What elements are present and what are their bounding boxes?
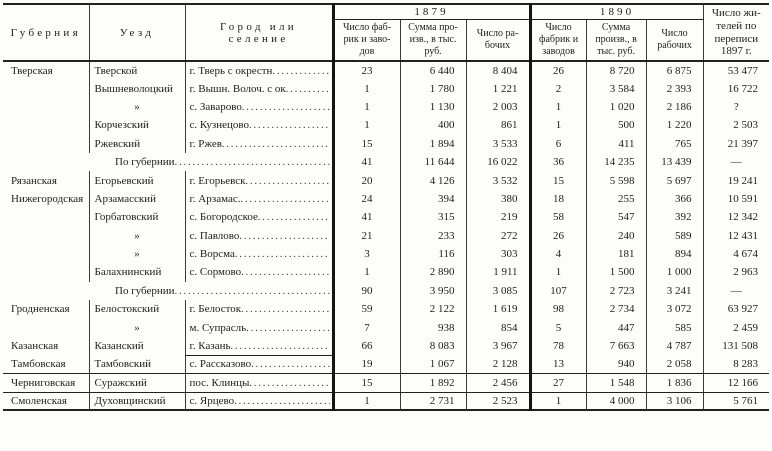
place-name: с. Заварово (189, 100, 242, 113)
table-row (3, 171, 769, 189)
cell-1879-output: 2 890 (400, 263, 466, 281)
cell-guberniya (3, 263, 89, 281)
dot-leader (175, 286, 332, 297)
cell-place (185, 208, 333, 226)
cell-uezd: Балахнинский (89, 263, 185, 281)
cell-1890-workers: 765 (646, 135, 703, 153)
cell-population-1897: — (703, 282, 769, 300)
cell-place (185, 61, 333, 79)
cell-1879-output: 400 (400, 116, 466, 134)
cell-1890-factories: 1 (530, 98, 586, 116)
cell-1890-factories: 26 (530, 61, 586, 79)
cell-1890-workers: 2 058 (646, 355, 703, 373)
cell-1890-output: 940 (586, 355, 646, 373)
cell-1890-factories: 2 (530, 79, 586, 97)
cell-uezd: Казанский (89, 337, 185, 355)
cell-1879-workers: 8 404 (466, 61, 530, 79)
cell-population-1897: 12 431 (703, 227, 769, 245)
cell-1879-workers: 2 128 (466, 355, 530, 373)
cell-1890-workers: 2 186 (646, 98, 703, 116)
table-row (3, 116, 769, 134)
dot-leader (175, 157, 332, 168)
cell-uezd: Тверской (89, 61, 185, 79)
cell-1879-factories: 1 (333, 116, 400, 134)
place-name: с. Сормово (189, 266, 242, 279)
cell-1879-workers: 272 (466, 227, 530, 245)
cell-1890-factories: 107 (530, 282, 586, 300)
cell-1890-workers: 392 (646, 208, 703, 226)
dot-leader (222, 139, 330, 150)
place-name: с. Рассказово (189, 358, 252, 371)
cell-1890-factories: 26 (530, 227, 586, 245)
cell-1890-factories: 98 (530, 300, 586, 318)
table-row (3, 355, 769, 373)
cell-1879-workers: 1 911 (466, 263, 530, 281)
cell-1879-workers: 2 456 (466, 374, 530, 392)
cell-population-1897: — (703, 153, 769, 171)
cell-1890-workers: 1 836 (646, 374, 703, 392)
cell-place (185, 98, 333, 116)
cell-1890-factories: 1 (530, 263, 586, 281)
cell-1879-output: 1 067 (400, 355, 466, 373)
dot-leader (249, 378, 329, 389)
cell-1879-output: 2 731 (400, 392, 466, 410)
table-row (3, 263, 769, 281)
cell-1890-factories: 58 (530, 208, 586, 226)
cell-population-1897: 2 459 (703, 318, 769, 336)
cell-uezd: Белостокский (89, 300, 185, 318)
cell-place (185, 245, 333, 263)
cell-1879-output: 3 950 (400, 282, 466, 300)
cell-uezd: Горбатовский (89, 208, 185, 226)
cell-1879-output: 1 892 (400, 374, 466, 392)
ditto-mark: » (89, 98, 185, 116)
cell-1879-output: 1 894 (400, 135, 466, 153)
summary-label-cell (3, 153, 333, 171)
cell-1890-factories: 15 (530, 171, 586, 189)
cell-place (185, 300, 333, 318)
cell-guberniya: Тамбовская (3, 355, 89, 373)
cell-1890-workers: 3 106 (646, 392, 703, 410)
cell-guberniya: Гродненская (11, 303, 70, 316)
cell-guberniya (3, 245, 89, 263)
cell-population-1897: 10 591 (703, 190, 769, 208)
cell-population-1897: 16 722 (703, 79, 769, 97)
cell-1890-factories: 36 (530, 153, 586, 171)
cell-uezd: Корчезский (89, 116, 185, 134)
cell-population-1897: 2 503 (703, 116, 769, 134)
cell-1879-factories: 1 (333, 392, 400, 410)
header-1879-factories: Число фаб-рик и заво-дов (333, 20, 400, 62)
cell-place (185, 135, 333, 153)
cell-1890-workers: 6 875 (646, 61, 703, 79)
cell-1879-output: 4 126 (400, 171, 466, 189)
cell-place (185, 227, 333, 245)
cell-1890-factories: 5 (530, 318, 586, 336)
factory-statistics-table (3, 3, 769, 411)
dot-leader (234, 396, 329, 407)
cell-population-1897: 12 342 (703, 208, 769, 226)
cell-1879-workers: 1 221 (466, 79, 530, 97)
cell-1890-workers: 894 (646, 245, 703, 263)
dot-leader (272, 66, 329, 77)
dot-leader (235, 249, 330, 260)
ditto-mark: » (89, 318, 185, 336)
place-name: г. Егорьевск (189, 174, 246, 187)
cell-1890-output: 8 720 (586, 61, 646, 79)
place-name: г. Белосток (189, 303, 242, 316)
cell-place (185, 392, 333, 410)
cell-1879-factories: 15 (333, 135, 400, 153)
cell-guberniya (3, 227, 89, 245)
table-row (3, 135, 769, 153)
header-1890-workers: Число рабочих (646, 20, 703, 62)
place-name: г. Тверь с окрестн (189, 64, 273, 77)
cell-population-1897: 5 761 (703, 392, 769, 410)
header-1879-output: Сумма про-изв., в тыс. руб. (400, 20, 466, 62)
cell-1890-workers: 3 072 (646, 300, 703, 318)
cell-1890-output: 1 548 (586, 374, 646, 392)
cell-1879-output: 1 130 (400, 98, 466, 116)
cell-1879-factories: 41 (333, 208, 400, 226)
province-total-row (3, 282, 769, 300)
cell-guberniya (3, 79, 89, 97)
cell-1890-factories: 27 (530, 374, 586, 392)
cell-1879-workers: 854 (466, 318, 530, 336)
place-name: г. Казань (189, 339, 231, 352)
dot-leader (241, 304, 329, 315)
cell-population-1897: ? (703, 98, 769, 116)
cell-1890-factories: 13 (530, 355, 586, 373)
table-row (3, 392, 769, 410)
place-name: г. Вышн. Волоч. с ок (189, 82, 286, 95)
cell-1879-factories: 90 (333, 282, 400, 300)
cell-1879-workers: 1 619 (466, 300, 530, 318)
cell-1879-factories: 41 (333, 153, 400, 171)
cell-1879-output: 8 083 (400, 337, 466, 355)
cell-1890-factories: 1 (530, 392, 586, 410)
cell-1879-factories: 24 (333, 190, 400, 208)
cell-1879-workers: 16 022 (466, 153, 530, 171)
cell-uezd: Арзамасский (89, 190, 185, 208)
cell-1879-workers: 2 523 (466, 392, 530, 410)
cell-1879-factories: 23 (333, 61, 400, 79)
cell-guberniya (3, 135, 89, 153)
dot-leader (286, 84, 330, 95)
cell-1879-output: 1 780 (400, 79, 466, 97)
cell-place (185, 355, 333, 373)
cell-1879-factories: 1 (333, 263, 400, 281)
header-city-or-settlement: Город или селение (185, 4, 333, 61)
cell-1890-workers: 366 (646, 190, 703, 208)
cell-1890-output: 5 598 (586, 171, 646, 189)
cell-1890-workers: 3 241 (646, 282, 703, 300)
header-row-years (3, 4, 769, 20)
cell-1890-factories: 6 (530, 135, 586, 153)
cell-population-1897: 63 927 (703, 300, 769, 318)
cell-1890-workers: 1 220 (646, 116, 703, 134)
dot-leader (240, 194, 329, 205)
dot-leader (251, 359, 329, 370)
cell-guberniya: Смоленская (11, 394, 67, 407)
place-name: с. Ворсма (189, 248, 235, 261)
cell-uezd: Вышневолоцкий (89, 79, 185, 97)
cell-population-1897: 2 963 (703, 263, 769, 281)
header-guberniya: Губерния (10, 26, 81, 39)
cell-1879-factories: 59 (333, 300, 400, 318)
cell-1890-workers: 585 (646, 318, 703, 336)
header-population-1897: Число жи-телей по переписи 1897 г. (703, 4, 769, 61)
table-row (3, 300, 769, 318)
summary-label: По губернии (115, 156, 175, 169)
header-year-1879: 1879 (333, 4, 530, 20)
dot-leader (246, 323, 329, 334)
cell-1890-workers: 13 439 (646, 153, 703, 171)
summary-label-cell (3, 282, 333, 300)
cell-guberniya (3, 98, 89, 116)
dot-leader (242, 102, 330, 113)
place-name: с. Кузнецово (189, 119, 250, 132)
cell-population-1897: 19 241 (703, 171, 769, 189)
cell-1890-workers: 4 787 (646, 337, 703, 355)
cell-place (185, 79, 333, 97)
province-total-row (3, 153, 769, 171)
cell-1879-factories: 21 (333, 227, 400, 245)
cell-1890-output: 2 734 (586, 300, 646, 318)
cell-1879-output: 315 (400, 208, 466, 226)
cell-1879-factories: 1 (333, 79, 400, 97)
cell-1890-factories: 1 (530, 116, 586, 134)
cell-1890-factories: 78 (530, 337, 586, 355)
cell-uezd: Ржевский (89, 135, 185, 153)
cell-place (185, 337, 333, 355)
cell-population-1897: 12 166 (703, 374, 769, 392)
dot-leader (245, 176, 329, 187)
header-1890-output: Сумма произв., в тыс. руб. (586, 20, 646, 62)
cell-1890-output: 240 (586, 227, 646, 245)
header-1879-workers: Число ра-бочих (466, 20, 530, 62)
cell-1879-factories: 7 (333, 318, 400, 336)
table-row (3, 208, 769, 226)
cell-1879-output: 6 440 (400, 61, 466, 79)
cell-1890-output: 181 (586, 245, 646, 263)
cell-1879-workers: 3 085 (466, 282, 530, 300)
cell-1890-output: 3 584 (586, 79, 646, 97)
cell-guberniya (3, 318, 89, 336)
cell-guberniya (3, 208, 89, 226)
cell-1890-factories: 18 (530, 190, 586, 208)
table-row (3, 61, 769, 79)
cell-uezd: Суражский (89, 374, 185, 392)
cell-1890-output: 4 000 (586, 392, 646, 410)
table-row (3, 190, 769, 208)
table-row (3, 79, 769, 97)
cell-guberniya: Черниговская (3, 374, 89, 392)
cell-1890-output: 447 (586, 318, 646, 336)
cell-1890-output: 500 (586, 116, 646, 134)
cell-place (185, 318, 333, 336)
place-name: г. Арзамас. (189, 192, 241, 205)
table-row (3, 337, 769, 355)
dot-leader (249, 120, 329, 131)
cell-1890-output: 1 500 (586, 263, 646, 281)
cell-1890-output: 547 (586, 208, 646, 226)
table-row (3, 227, 769, 245)
table-header (3, 4, 769, 61)
cell-1879-workers: 3 967 (466, 337, 530, 355)
cell-guberniya: Рязанская (11, 174, 57, 187)
cell-1879-workers: 3 533 (466, 135, 530, 153)
cell-1890-workers: 589 (646, 227, 703, 245)
cell-guberniya (3, 116, 89, 134)
cell-1879-output: 394 (400, 190, 466, 208)
cell-1879-factories: 15 (333, 374, 400, 392)
cell-1879-workers: 861 (466, 116, 530, 134)
table-body (3, 61, 769, 410)
table-row (3, 374, 769, 392)
cell-1879-workers: 219 (466, 208, 530, 226)
cell-population-1897: 4 674 (703, 245, 769, 263)
cell-population-1897: 8 283 (703, 355, 769, 373)
cell-population-1897: 131 508 (703, 337, 769, 355)
header-uezd: Уезд (89, 4, 185, 61)
cell-guberniya: Нижегородская (11, 192, 84, 205)
cell-1879-factories: 19 (333, 355, 400, 373)
cell-1890-workers: 2 393 (646, 79, 703, 97)
cell-1879-workers: 3 532 (466, 171, 530, 189)
cell-1890-output: 14 235 (586, 153, 646, 171)
header-year-1890: 1890 (530, 4, 703, 20)
cell-1890-output: 2 723 (586, 282, 646, 300)
cell-1879-workers: 303 (466, 245, 530, 263)
cell-1890-factories: 4 (530, 245, 586, 263)
cell-1890-workers: 1 000 (646, 263, 703, 281)
cell-place (185, 171, 333, 189)
table-row (3, 98, 769, 116)
cell-1890-output: 1 020 (586, 98, 646, 116)
table-row (3, 318, 769, 336)
place-name: м. Супрасль (189, 321, 247, 334)
place-name: с. Богородское (189, 211, 258, 224)
cell-place (185, 263, 333, 281)
cell-uezd: Духовщинский (89, 392, 185, 410)
cell-1879-factories: 3 (333, 245, 400, 263)
cell-population-1897: 53 477 (703, 61, 769, 79)
cell-1879-output: 233 (400, 227, 466, 245)
dot-leader (239, 231, 329, 242)
place-name: пос. Клинцы (189, 376, 250, 389)
cell-place (185, 190, 333, 208)
cell-1879-factories: 1 (333, 98, 400, 116)
cell-uezd: Егорьевский (89, 171, 185, 189)
cell-1890-output: 255 (586, 190, 646, 208)
cell-1890-output: 7 663 (586, 337, 646, 355)
place-name: с. Ярцево (189, 394, 235, 407)
cell-place (185, 116, 333, 134)
cell-1879-factories: 66 (333, 337, 400, 355)
cell-1879-output: 938 (400, 318, 466, 336)
header-1890-factories: Число фабрик и заводов (530, 20, 586, 62)
ditto-mark: » (89, 245, 185, 263)
cell-1890-output: 411 (586, 135, 646, 153)
place-name: с. Павлово (189, 229, 240, 242)
dot-leader (258, 212, 330, 223)
cell-guberniya: Тверская (11, 64, 53, 77)
cell-1879-output: 2 122 (400, 300, 466, 318)
summary-label: По губернии (115, 284, 175, 297)
cell-1890-workers: 5 697 (646, 171, 703, 189)
table-row (3, 245, 769, 263)
cell-1879-output: 116 (400, 245, 466, 263)
cell-place (185, 374, 333, 392)
dot-leader (241, 267, 329, 278)
place-name: г. Ржев (189, 137, 222, 150)
dot-leader (230, 341, 329, 352)
cell-population-1897: 21 397 (703, 135, 769, 153)
ditto-mark: » (89, 227, 185, 245)
cell-1879-workers: 380 (466, 190, 530, 208)
cell-1879-output: 11 644 (400, 153, 466, 171)
cell-guberniya: Казанская (11, 340, 59, 353)
cell-1879-workers: 2 003 (466, 98, 530, 116)
cell-uezd: Тамбовский (89, 355, 185, 373)
cell-1879-factories: 20 (333, 171, 400, 189)
